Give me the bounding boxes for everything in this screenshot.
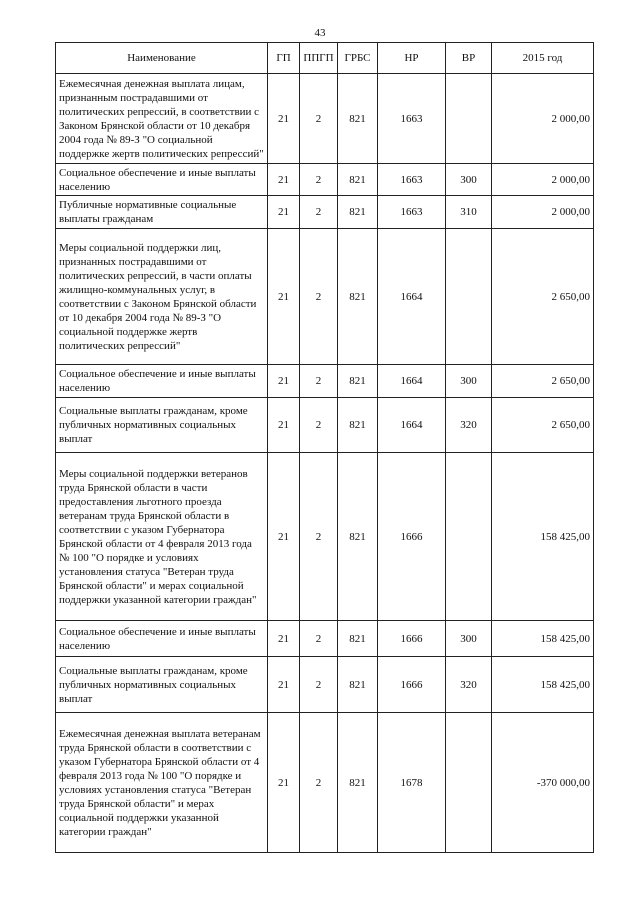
- row-amount: 2 000,00: [492, 164, 594, 196]
- row-amount: -370 000,00: [492, 713, 594, 853]
- row-gp: 21: [268, 713, 300, 853]
- row-amount: 2 000,00: [492, 196, 594, 229]
- row-name: Социальное обеспечение и иные выплаты населению: [56, 621, 268, 657]
- row-ppgp: 2: [300, 196, 338, 229]
- row-vr: 320: [446, 657, 492, 713]
- row-grbs: 821: [338, 365, 378, 398]
- row-vr: 310: [446, 196, 492, 229]
- row-nr: 1678: [378, 713, 446, 853]
- row-name: Меры социальной поддержки лиц, признанных пострадавшими от политических репрессий, в части оплаты жилищно-коммунальных услуг, в соответствии с Законом Брянской области от 10 декабря 2004 года № 89-З "О социальной поддержке жертв политических репрессий": [56, 229, 268, 365]
- row-vr: 300: [446, 621, 492, 657]
- row-gp: 21: [268, 196, 300, 229]
- row-nr: 1663: [378, 164, 446, 196]
- row-grbs: 821: [338, 621, 378, 657]
- row-ppgp: 2: [300, 164, 338, 196]
- row-name: Социальное обеспечение и иные выплаты населению: [56, 164, 268, 196]
- row-vr: [446, 74, 492, 164]
- header-grbs: ГРБС: [338, 43, 378, 74]
- row-vr: 300: [446, 365, 492, 398]
- row-grbs: 821: [338, 453, 378, 621]
- row-grbs: 821: [338, 657, 378, 713]
- row-name: Ежемесячная денежная выплата ветеранам труда Брянской области в соответствии с указом Губернатора Брянской области от 4 февраля 2013 года № 100 "О порядке и условиях установления статуса "Ветеран труда Брянской области" и мерах социальной поддержки указанной категории граждан": [56, 713, 268, 853]
- row-name: Меры социальной поддержки ветеранов труда Брянской области в части предоставления льготного проезда ветеранам труда Брянской области в соответствии с указом Губернатора Брянской области от 4 февраля 2013 года № 100 "О порядке и условиях установления статуса "Ветеран труда Брянской области" и мерах социальной поддержки указанной категории граждан": [56, 453, 268, 621]
- row-gp: 21: [268, 164, 300, 196]
- header-name: Наименование: [56, 43, 268, 74]
- row-ppgp: 2: [300, 74, 338, 164]
- row-ppgp: 2: [300, 657, 338, 713]
- page-number: 43: [314, 27, 326, 39]
- row-vr: [446, 453, 492, 621]
- row-grbs: 821: [338, 196, 378, 229]
- row-amount: 2 000,00: [492, 74, 594, 164]
- header-ppgp: ППГП: [300, 43, 338, 74]
- header-year: 2015 год: [492, 43, 594, 74]
- row-name: Социальные выплаты гражданам, кроме публичных нормативных социальных выплат: [56, 657, 268, 713]
- row-gp: 21: [268, 453, 300, 621]
- row-grbs: 821: [338, 713, 378, 853]
- header-vr: ВР: [446, 43, 492, 74]
- row-nr: 1664: [378, 365, 446, 398]
- row-amount: 2 650,00: [492, 365, 594, 398]
- row-name: Публичные нормативные социальные выплаты гражданам: [56, 196, 268, 229]
- table-row: [56, 365, 594, 398]
- row-amount: 158 425,00: [492, 621, 594, 657]
- row-name: Социальные выплаты гражданам, кроме публичных нормативных социальных выплат: [56, 398, 268, 453]
- header-nr: НР: [378, 43, 446, 74]
- row-gp: 21: [268, 621, 300, 657]
- row-ppgp: 2: [300, 621, 338, 657]
- row-amount: 2 650,00: [492, 229, 594, 365]
- table-row: [56, 196, 594, 229]
- row-vr: 300: [446, 164, 492, 196]
- row-vr: [446, 713, 492, 853]
- row-grbs: 821: [338, 229, 378, 365]
- row-amount: 158 425,00: [492, 453, 594, 621]
- row-nr: 1666: [378, 657, 446, 713]
- row-gp: 21: [268, 74, 300, 164]
- table-row: [56, 229, 594, 365]
- row-gp: 21: [268, 398, 300, 453]
- row-gp: 21: [268, 657, 300, 713]
- row-name: Ежемесячная денежная выплата лицам, признанным пострадавшими от политических репрессий, в соответствии с Законом Брянской области от 10 декабря 2004 года № 89-З "О социальной поддержке жертв политических репрессий": [56, 74, 268, 164]
- row-ppgp: 2: [300, 365, 338, 398]
- header-gp: ГП: [268, 43, 300, 74]
- table-row: [56, 74, 594, 164]
- row-grbs: 821: [338, 164, 378, 196]
- budget-table: [55, 42, 594, 853]
- table-row: [56, 713, 594, 853]
- row-amount: 158 425,00: [492, 657, 594, 713]
- row-nr: 1666: [378, 453, 446, 621]
- row-gp: 21: [268, 365, 300, 398]
- header-row: [56, 43, 594, 74]
- table-row: [56, 657, 594, 713]
- row-gp: 21: [268, 229, 300, 365]
- row-name: Социальное обеспечение и иные выплаты населению: [56, 365, 268, 398]
- row-ppgp: 2: [300, 398, 338, 453]
- row-nr: 1664: [378, 229, 446, 365]
- row-nr: 1663: [378, 74, 446, 164]
- row-ppgp: 2: [300, 229, 338, 365]
- table-row: [56, 453, 594, 621]
- table-row: [56, 398, 594, 453]
- row-grbs: 821: [338, 74, 378, 164]
- table-row: [56, 621, 594, 657]
- row-amount: 2 650,00: [492, 398, 594, 453]
- row-vr: 320: [446, 398, 492, 453]
- row-nr: 1666: [378, 621, 446, 657]
- table-row: [56, 164, 594, 196]
- row-ppgp: 2: [300, 713, 338, 853]
- row-nr: 1663: [378, 196, 446, 229]
- row-ppgp: 2: [300, 453, 338, 621]
- row-nr: 1664: [378, 398, 446, 453]
- row-grbs: 821: [338, 398, 378, 453]
- row-vr: [446, 229, 492, 365]
